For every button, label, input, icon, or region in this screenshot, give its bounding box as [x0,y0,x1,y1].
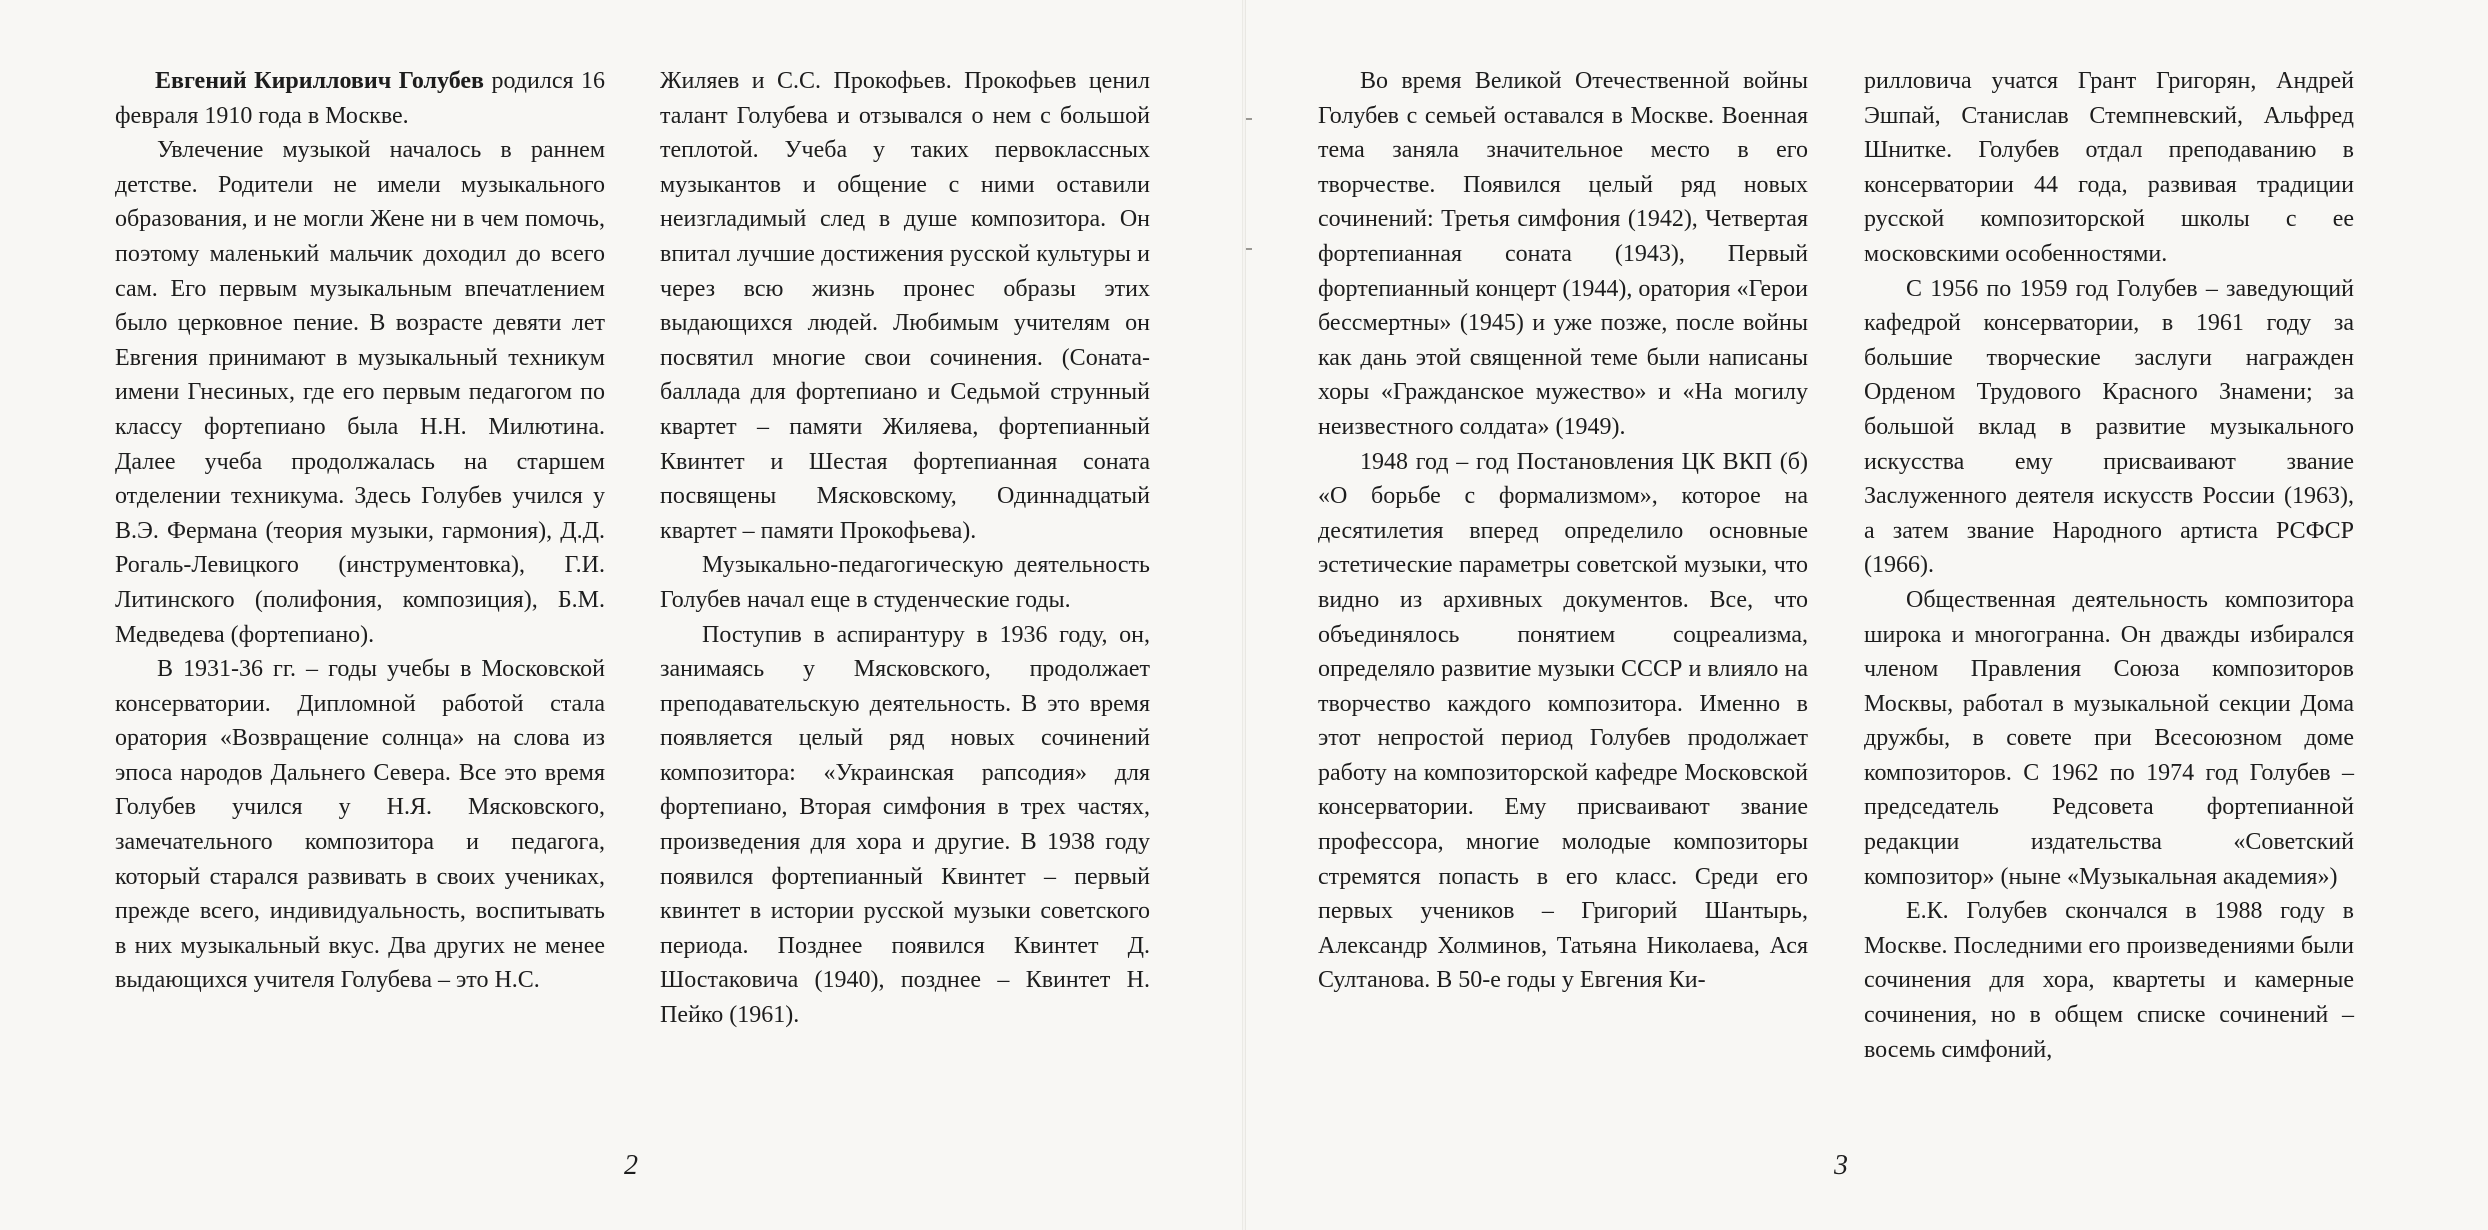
paragraph: Музыкально-педагогическую деятельность Голубев начал еще в студенческие годы. [660,552,1150,613]
page-number: 2 [624,1150,638,1181]
right-page-column-1 [1318,64,1808,998]
paragraph: Жиляев и С.С. Прокофьев. Прокофьев ценил талант Голубева и отзывался о нем с большой теплотой. Учеба у таких первоклассных музыкантов и общение с ними оставили неизгладимый след в душе композитора. Он впитал лучшие достижения русской культуры и через всю жизнь пронес образы этих выдающихся людей. Любимым учителям он посвятил многие свои сочинения. (Соната-баллада для фортепиано и Седьмой струнный квартет – памяти Жиляева, фортепианный Квинтет и Шестая фортепианная соната посвящены Мясковскому, Одиннадцатый квартет – памяти Прокофьева). [660,68,1150,544]
paragraph: рилловича учатся Грант Григорян, Андрей Эшпай, Станислав Стемпневский, Альфред Шнитке. Голубев отдал преподаванию в консерватории 44 года, развивая традиции русской композиторской школы с ее московскими особенностями. [1864,68,2354,267]
paragraph: Поступив в аспирантуру в 1936 году, он, занимаясь у Мясковского, продолжает преподавательскую деятельность. В это время появляется целый ряд новых сочинений композитора: «Украинская рапсодия» для фортепиано, Вторая симфония в трех частях, произведения для хора и другие. В 1938 году появился фортепианный Квинтет – первый квинтет в истории русской музыки советского периода. Позднее появился Квинтет Д. Шостаковича (1940), позднее – Квинтет Н. Пейко (1961). [660,621,1150,1029]
paragraph: 1948 год – год Постановления ЦК ВКП (б) «О борьбе с формализмом», которое на десятилетия вперед определило основные эстетические параметры советской музыки, что видно из архивных документов. Все, что объединялось понятием соцреализма, определяло развитие музыки СССР и влияло на творчество каждого композитора. Именно в этот непростой период Голубев продолжает работу на композиторской кафедре Московской консерватории. Ему присваивают звание профессора, многие молодые композиторы стремятся попасть в его класс. Среди его первых учеников – Григорий Шантырь, Александр Холминов, Татьяна Николаева, Ася Султанова. В 50-е годы у Евгения Ки- [1318,448,1808,994]
edge-mark [1246,118,1252,120]
right-page [1246,0,2488,1230]
paragraph: Во время Великой Отечественной войны Голубев с семьей оставался в Москве. Военная тема заняла значительное место в его творчестве. Появился целый ряд новых сочинений: Третья симфония (1942), Четвертая фортепианная соната (1943), Первый фортепианный концерт (1944), оратория «Герои бессмертны» (1945) и уже позже, после войны как дань этой священной теме были написаны хоры «Гражданское мужество» и «На могилу неизвестного солдата» (1949). [1318,68,1808,440]
left-page-column-2 [660,64,1150,1033]
paragraph: В 1931-36 гг. – годы учебы в Московской консерватории. Дипломной работой стала оратория «Возвращение солнца» на слова из эпоса народов Дальнего Севера. Все это время Голубев учился у Н.Я. Мясковского, замечательного композитора и педагога, который старался развивать в своих учениках, прежде всего, индивидуальность, воспитывать в них музыкальный вкус. Два других не менее выдающихся учителя Голубева – это Н.С. [115,656,605,994]
paragraph [115,64,605,133]
paragraph: Общественная деятельность композитора широка и многогранна. Он дважды избирался членом Правления Союза композиторов Москвы, работал в музыкальной секции Дома дружбы, в совете при Всесоюзном доме композиторов. С 1962 по 1974 год Голубев – председатель Редсовета фортепианной редакции издательства «Советский композитор» (ныне «Музыкальная академия») [1864,586,2354,890]
right-page-column-2 [1864,64,2354,1067]
edge-mark [1246,248,1252,250]
author-name: Евгений Кириллович Голубев [155,68,484,94]
paragraph: Е.К. Голубев скончался в 1988 году в Москве. Последними его произведениями были сочинения для хора, квартеты и камерные сочинения, но в общем списке сочинений – восемь симфоний, [1864,898,2354,1063]
paragraph: С 1956 по 1959 год Голубев – заведующий кафедрой консерватории, в 1961 году за большие творческие заслуги награжден Орденом Трудового Красного Знамени; за большой вклад в развитие музыкального искусства ему присваивают звание Заслуженного деятеля искусств России (1963), а затем звание Народного артиста РСФСР (1966). [1864,275,2354,579]
paragraph: Увлечение музыкой началось в раннем детстве. Родители не имели музыкального образования, и не могли Жене ни в чем помочь, поэтому маленький мальчик доходил до всего сам. Его первым музыкальным впечатлением было церковное пение. В возрасте девяти лет Евгения принимают в музыкальный техникум имени Гнесиных, где его первым педагогом по классу фортепиано была Н.Н. Милютина. Далее учеба продолжалась на старшем отделении техникума. Здесь Голубев учился у В.Э. Фермана (теория музыки, гармония), Д.Д. Рогаль-Левицкого (инструментовка), Г.И. Литинского (полифония, композиция), Б.М. Медведева (фортепиано). [115,137,605,648]
page-number: 3 [1834,1150,1848,1181]
paragraph-text: родился 16 февраля 1910 года в Москве. [115,68,605,129]
left-page-column-1 [115,64,605,998]
left-page [0,0,1242,1230]
